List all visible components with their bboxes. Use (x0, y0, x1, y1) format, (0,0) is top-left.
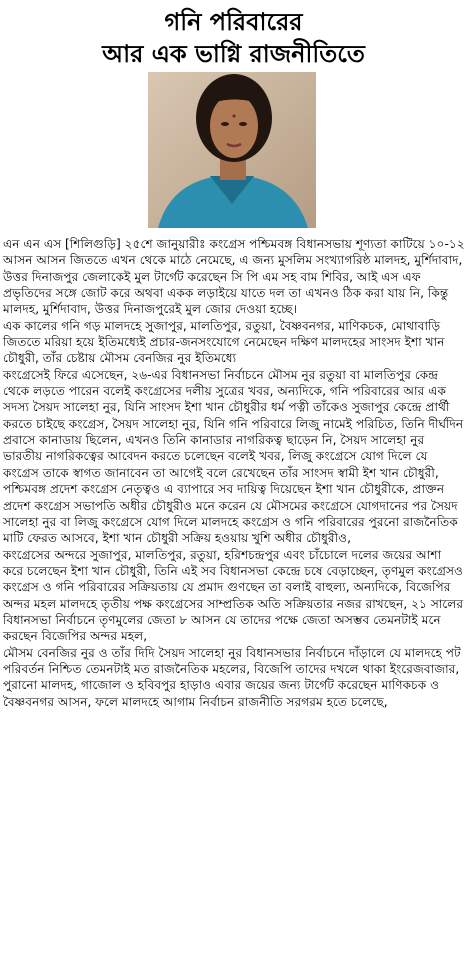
headline-line-1: গনি পরিবারের (164, 8, 303, 36)
article-paragraph: কংগ্রেসেই ফিরে এসেছেন, ২৬-এর বিধানসভা নির্বাচনে মৌসম নুর রতুয়া বা মালতিপুর কেন্দ্র থেকে লড়তে পারেন বলেই কংগ্রেসের দলীয় সুত্রের খবর, অন্যদিকে, গনি পরিবারের আর এক সদস্য সৈয়দ সালেহা নুর, যিনি সাংসদ ইশা খান চৌধুরীর ধর্ম পত্নী তাঁকেও সুজাপুর কেন্দ্রে প্রার্থী করতে চাইছে কংগ্রেস, সৈয়দ সালেহা নুর, যিনি গনি পরিবারে লিজু নামেই পরিচিত, তিনি দীর্ঘদিন প্রবাসে কানাডায় ছিলেন, এখনও তিনি কানাডার নাগরিকত্ব ছাড়েন নি, সৈয়দ সালেহা নুর ভারতীয় নাগরিকত্বের আবেদন করতে চলেছেন বলেই খবর, লিজু কংগ্রেসে যোগ দিলে যে কংগ্রেস তাকে স্বাগত জানাবেন তা আগেই বলে রেখেছেন তাঁর সাংসদ স্বামী ইশ খান চৌধুরী, (3, 367, 464, 480)
article-paragraph: কংগ্রেসের অন্দরে সুজাপুর, মালতিপুর, রতুয়া, হরিশচন্দ্রপুর এবং চাঁচোলে দলের জয়ের আশা করে চলেছেন ইশা খান চৌধুরী, তিনি এই সব বিধানসভা কেন্দ্রে চষে বেড়াচ্ছেন, তৃণমুল কংগ্রেসও কংগ্রেস ও গনি পরিবারের সক্রিয়তায় যে প্রমাদ গুণছেন তা বলাই বাহুল্য, অন্যদিকে, বিজেপির অন্দর মহল মালদহে তৃতীয় পক্ষ কংগ্রেসের সাম্প্রতিক অতি সক্রিয়তার নজর রাখছেন, ২১ সালের বিধানসভা নির্বাচনে তৃণমুলের জেতা ৮ আসন যে তাদের পক্ষে জেতা অসম্ভব তেমনটাই মনে করছেন বিজেপির অন্দর মহল, (3, 547, 464, 644)
article-paragraph: মৌসম বেনজির নুর ও তাঁর দিদি সৈয়দ সালেহা নুর বিধানসভার নির্বাচনে দাঁড়ালে যে মালদহে পট পরিবর্তন নিশ্চিত তেমনটাই মত রাজনৈতিক মহলের, বিজেপি তাদের দখলে থাকা ইংরেজবাজার, পুরানো মালদহ, গাজোল ও হবিবপুর হাড়াও এবার জয়ের জন্য টার্গেট করেছেন মাণিকচক ও বৈষ্ণবনগর আসন, ফলে মালদহে আগাম নির্বাচন রাজনীতি সরগরম হতে চলেছে, (3, 645, 461, 709)
article-paragraph: এন এন এস [শিলিগুড়ি] ২৫শে জানুয়ারীঃ কংগ্রেস পশ্চিমবঙ্গ বিধানসভায় শূণ্যতা কাটিয়ে ১০-১২ আসন আসন জিততে এখন থেকে মাঠে নেমেছে, এ জন্য মুসলিম সংখ্যাগরিষ্ঠ মালদহ, মুর্শিদাবাদ, উত্তর দিনাজপুর জেলাকেই মুল টার্গেট করেছেন সি পি এম সহ বাম শিবির, আই এস এফ প্রভৃতিদের সঙ্গে জোট করে অথবা একক লড়াইয়ে যাতে দল তা এখনও ঠিক করা যায় নি, কিন্তু মালদহ, মুর্শিদাবাদ, উত্তর দিনাজপুরেই মুল জোর দেওয়া হচ্ছে। (3, 237, 465, 317)
headline-line-2: আর এক ভাগ্নি রাজনীতিতে (102, 40, 365, 68)
article-paragraph: এক কালের গনি গড় মালদহে সুজাপুর, মালতিপুর, রতুয়া, বৈষ্ণবনগর, মাণিকচক, মোথাবাড়ি জিততে মরিয়া হয়ে ইতিমধ্যেই প্রচার-জনসংযোগে নেমেছেন দক্ষিণ মালদহের সাংসদ ইশা খান চৌধুরী, তাঁর চেষ্টায় মৌসম বেনজির নুর ইতিমধ্যে (3, 318, 445, 366)
article-paragraph: পশ্চিমবঙ্গ প্রদেশ কংগ্রেস নেতৃত্বও এ ব্যাপারে সব দায়িত্ব দিয়েছেন ইশা খান চৌধুরীকে, প্রাক্তন প্রদেশ কংগ্রেস সভাপতি অধীর চৌধুরীও মনে করেন যে মৌসমের কংগ্রেসে যোগদানের পর সৈয়দ সালেহা নুর বা লিজু কংগ্রেসে যোগ দিলে মালদহে কংগ্রেস ও গনি পরিবারের পুরনো রাজনৈতিক মাটি ফেরত আসবে, ইশা খান চৌধুরী সক্রিয় হওয়ায় খুশি অধীর চৌধুরীও, (3, 482, 458, 546)
portrait-photo (148, 72, 316, 228)
article-body (3, 236, 465, 710)
